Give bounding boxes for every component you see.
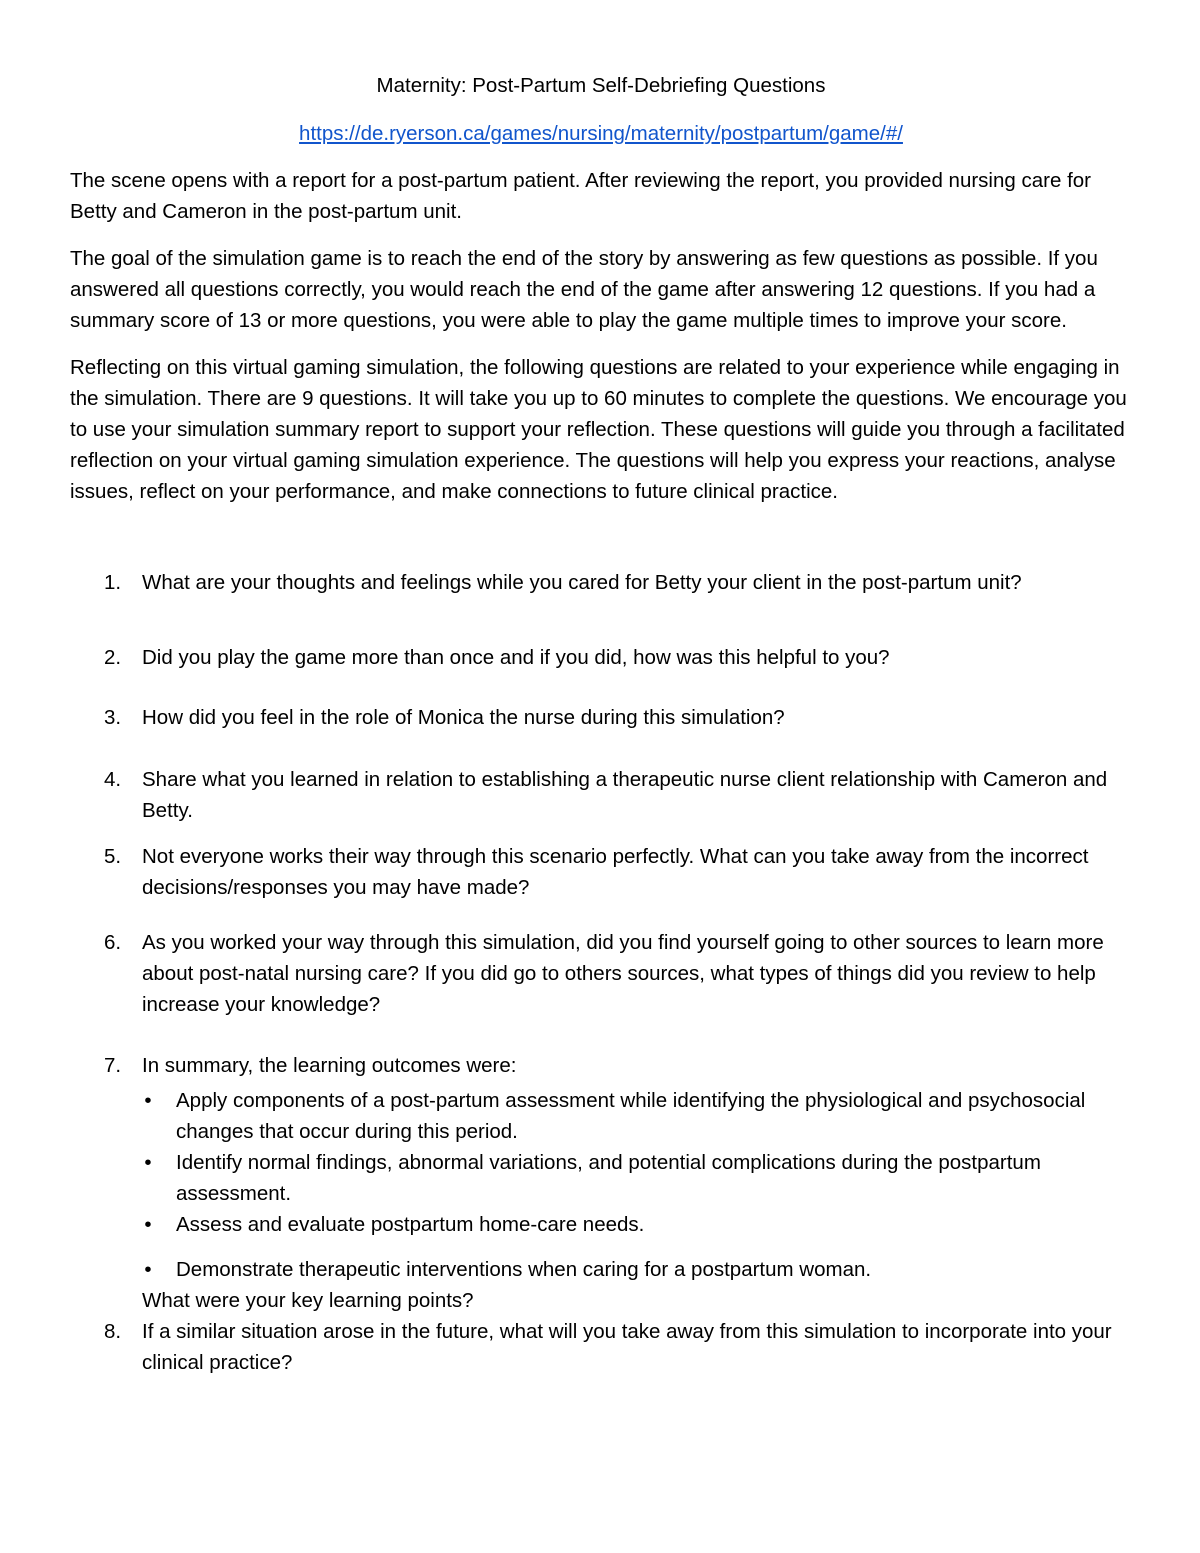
- question-text: Share what you learned in relation to establishing a therapeutic nurse client relationship with Cameron and Betty.: [142, 768, 1108, 822]
- learning-outcome-item: [142, 1254, 1132, 1285]
- question-text: How did you feel in the role of Monica the nurse during this simulation?: [142, 706, 785, 729]
- intro-paragraph-3: Reflecting on this virtual gaming simulation, the following questions are related to your experience while engaging in the simulation. There are 9 questions. It will take you up to 60 minutes to complete the questions. We encourage you to use your simulation summary report to support your reflection. These questions will guide you through a facilitated reflection on your virtual gaming simulation experience. The questions will help you express your reactions, analyse issues, reflect on your performance, and make connections to future clinical practice.: [70, 356, 1127, 503]
- question-text: Not everyone works their way through this scenario perfectly. What can you take away from the incorrect decisions/responses you may have made?: [142, 845, 1089, 899]
- bullet-icon: •: [144, 1258, 152, 1281]
- learning-outcome-item: [142, 1209, 1132, 1240]
- question-number: 6.: [104, 931, 122, 954]
- question-number: 4.: [104, 768, 122, 791]
- learning-outcomes-list: [142, 1085, 1132, 1285]
- question-item-6: [70, 927, 1132, 1020]
- learning-outcome-text: Assess and evaluate postpartum home-care needs.: [176, 1213, 645, 1236]
- bullet-icon: •: [144, 1213, 152, 1236]
- question-text: Did you play the game more than once and if you did, how was this helpful to you?: [142, 646, 890, 669]
- learning-outcome-text: Demonstrate therapeutic interventions when caring for a postpartum woman.: [176, 1258, 872, 1281]
- question-number: 2.: [104, 646, 122, 669]
- game-link[interactable]: https://de.ryerson.ca/games/nursing/maternity/postpartum/game/#/: [299, 122, 903, 145]
- key-learning-points-prompt: What were your key learning points?: [142, 1289, 474, 1312]
- question-text: What are your thoughts and feelings while you cared for Betty your client in the post-partum unit?: [142, 571, 1022, 594]
- bullet-icon: •: [144, 1151, 152, 1174]
- learning-outcome-text: Apply components of a post-partum assessment while identifying the physiological and psychosocial changes that occur during this period.: [176, 1089, 1086, 1143]
- question-text: If a similar situation arose in the future, what will you take away from this simulation to incorporate into your clinical practice?: [142, 1320, 1112, 1374]
- question-item-2: [70, 642, 1132, 673]
- question-number: 1.: [104, 571, 122, 594]
- question-item-5: [70, 841, 1132, 903]
- question-item-1: [70, 567, 1132, 598]
- document-title: Maternity: Post-Partum Self-Debriefing Questions: [376, 74, 826, 97]
- question-item-8: [70, 1316, 1132, 1378]
- learning-outcome-item: [142, 1085, 1132, 1147]
- question-text: As you worked your way through this simulation, did you find yourself going to other sources to learn more about post-natal nursing care? If you did go to others sources, what types of things did you review to help increase your knowledge?: [142, 931, 1104, 1016]
- question-item-3: [70, 702, 1132, 733]
- question-text: In summary, the learning outcomes were:: [142, 1054, 517, 1077]
- intro-paragraph-2: The goal of the simulation game is to reach the end of the story by answering as few questions as possible. If you answered all questions correctly, you would reach the end of the game after answering 12 questions. If you had a summary score of 13 or more questions, you were able to play the game multiple times to improve your score.: [70, 247, 1098, 332]
- question-item-7: [70, 1050, 1132, 1316]
- learning-outcome-text: Identify normal findings, abnormal variations, and potential complications during the postpartum assessment.: [176, 1151, 1041, 1205]
- bullet-icon: •: [144, 1089, 152, 1112]
- intro-paragraph-1: The scene opens with a report for a post-partum patient. After reviewing the report, you provided nursing care for Betty and Cameron in the post-partum unit.: [70, 169, 1091, 223]
- question-list: [70, 567, 1132, 1378]
- question-number: 3.: [104, 706, 122, 729]
- question-number: 8.: [104, 1320, 122, 1343]
- question-item-4: [70, 764, 1132, 826]
- question-number: 5.: [104, 845, 122, 868]
- document-page: [70, 70, 1132, 1378]
- question-number: 7.: [104, 1054, 122, 1077]
- learning-outcome-item: [142, 1147, 1132, 1209]
